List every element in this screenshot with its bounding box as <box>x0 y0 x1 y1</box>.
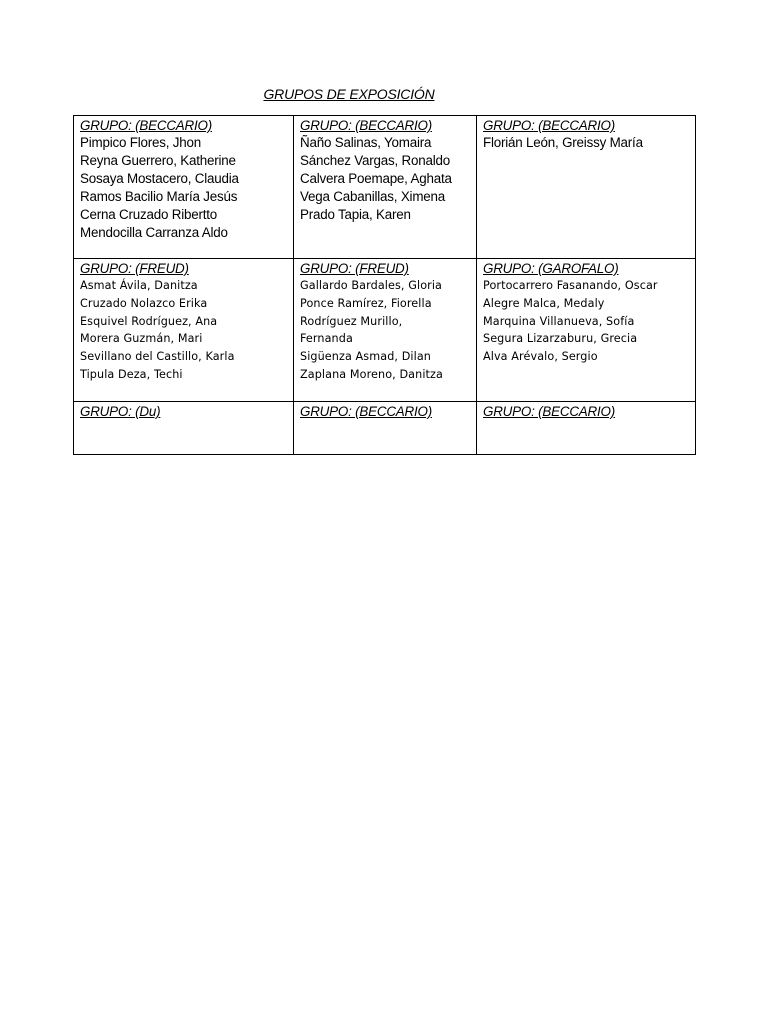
member-list <box>80 277 287 384</box>
member-name: Alva Arévalo, Sergio <box>483 350 598 364</box>
member-name: Ramos Bacilio María Jesús <box>80 189 238 204</box>
member-name: Cerna Cruzado Ribertto <box>80 207 218 222</box>
group-title: GRUPO: (BECCARIO) <box>300 404 433 419</box>
group-cell <box>74 259 294 402</box>
member-name: Sevillano del Castillo, Karla <box>80 350 235 364</box>
groups-table <box>73 115 696 455</box>
member-name: Prado Tapia, Karen <box>300 207 411 222</box>
member-name: Zaplana Moreno, Danitza <box>300 367 443 381</box>
group-cell <box>477 116 696 259</box>
group-cell <box>294 259 477 402</box>
table-row <box>74 116 696 259</box>
group-cell <box>74 402 294 455</box>
member-list <box>80 134 287 242</box>
member-list <box>483 277 689 366</box>
group-cell <box>74 116 294 259</box>
member-name: Sigüenza Asmad, Dilan <box>300 350 431 364</box>
member-name: Sánchez Vargas, Ronaldo <box>300 153 450 168</box>
group-cell <box>294 402 477 455</box>
table-row <box>74 402 696 455</box>
group-title: GRUPO: (BECCARIO) <box>483 404 616 419</box>
member-name: Cruzado Nolazco Erika <box>80 296 208 310</box>
member-name: Florián León, Greissy María <box>483 135 643 150</box>
page-title: GRUPOS DE EXPOSICIÓN <box>263 86 435 102</box>
group-cell <box>294 116 477 259</box>
group-title: GRUPO: (FREUD) <box>300 261 409 276</box>
member-name: Calvera Poemape, Aghata <box>300 171 452 186</box>
group-title: GRUPO: (BECCARIO) <box>483 118 616 133</box>
group-title: GRUPO: (FREUD) <box>80 261 189 276</box>
member-name: Ponce Ramírez, Fiorella <box>300 296 432 310</box>
group-title: GRUPO: (Du) <box>80 404 161 419</box>
member-name: Esquivel Rodríguez, Ana <box>80 314 218 328</box>
member-name: Asmat Ávila, Danitza <box>80 279 198 292</box>
group-title: GRUPO: (BECCARIO) <box>300 118 433 133</box>
member-list <box>300 277 470 384</box>
member-name: Marquina Villanueva, Sofía <box>483 314 635 328</box>
table-row <box>74 259 696 402</box>
member-name: Pimpico Flores, Jhon <box>80 135 202 150</box>
member-name: Reyna Guerrero, Katherine <box>80 153 236 168</box>
member-name: Mendocilla Carranza Aldo <box>80 225 228 240</box>
member-name: Vega Cabanillas, Ximena <box>300 189 446 204</box>
member-name: Rodríguez Murillo, <box>300 314 403 328</box>
member-list <box>300 134 470 224</box>
member-name: Morera Guzmán, Mari <box>80 332 203 346</box>
member-name: Tipula Deza, Techi <box>80 367 183 381</box>
member-name: Fernanda <box>300 332 353 346</box>
member-name: Ñaño Salinas, Yomaira <box>300 135 432 150</box>
member-name: Gallardo Bardales, Gloria <box>300 279 443 292</box>
group-cell <box>477 402 696 455</box>
member-name: Alegre Malca, Medaly <box>483 296 605 310</box>
member-name: Segura Lizarzaburu, Grecia <box>483 332 638 346</box>
group-title: GRUPO: (GAROFALO) <box>483 261 619 276</box>
group-title: GRUPO: (BECCARIO) <box>80 118 213 133</box>
member-list <box>483 134 689 152</box>
member-name: Sosaya Mostacero, Claudia <box>80 171 239 186</box>
member-name: Portocarrero Fasanando, Oscar <box>483 279 658 292</box>
group-cell <box>477 259 696 402</box>
